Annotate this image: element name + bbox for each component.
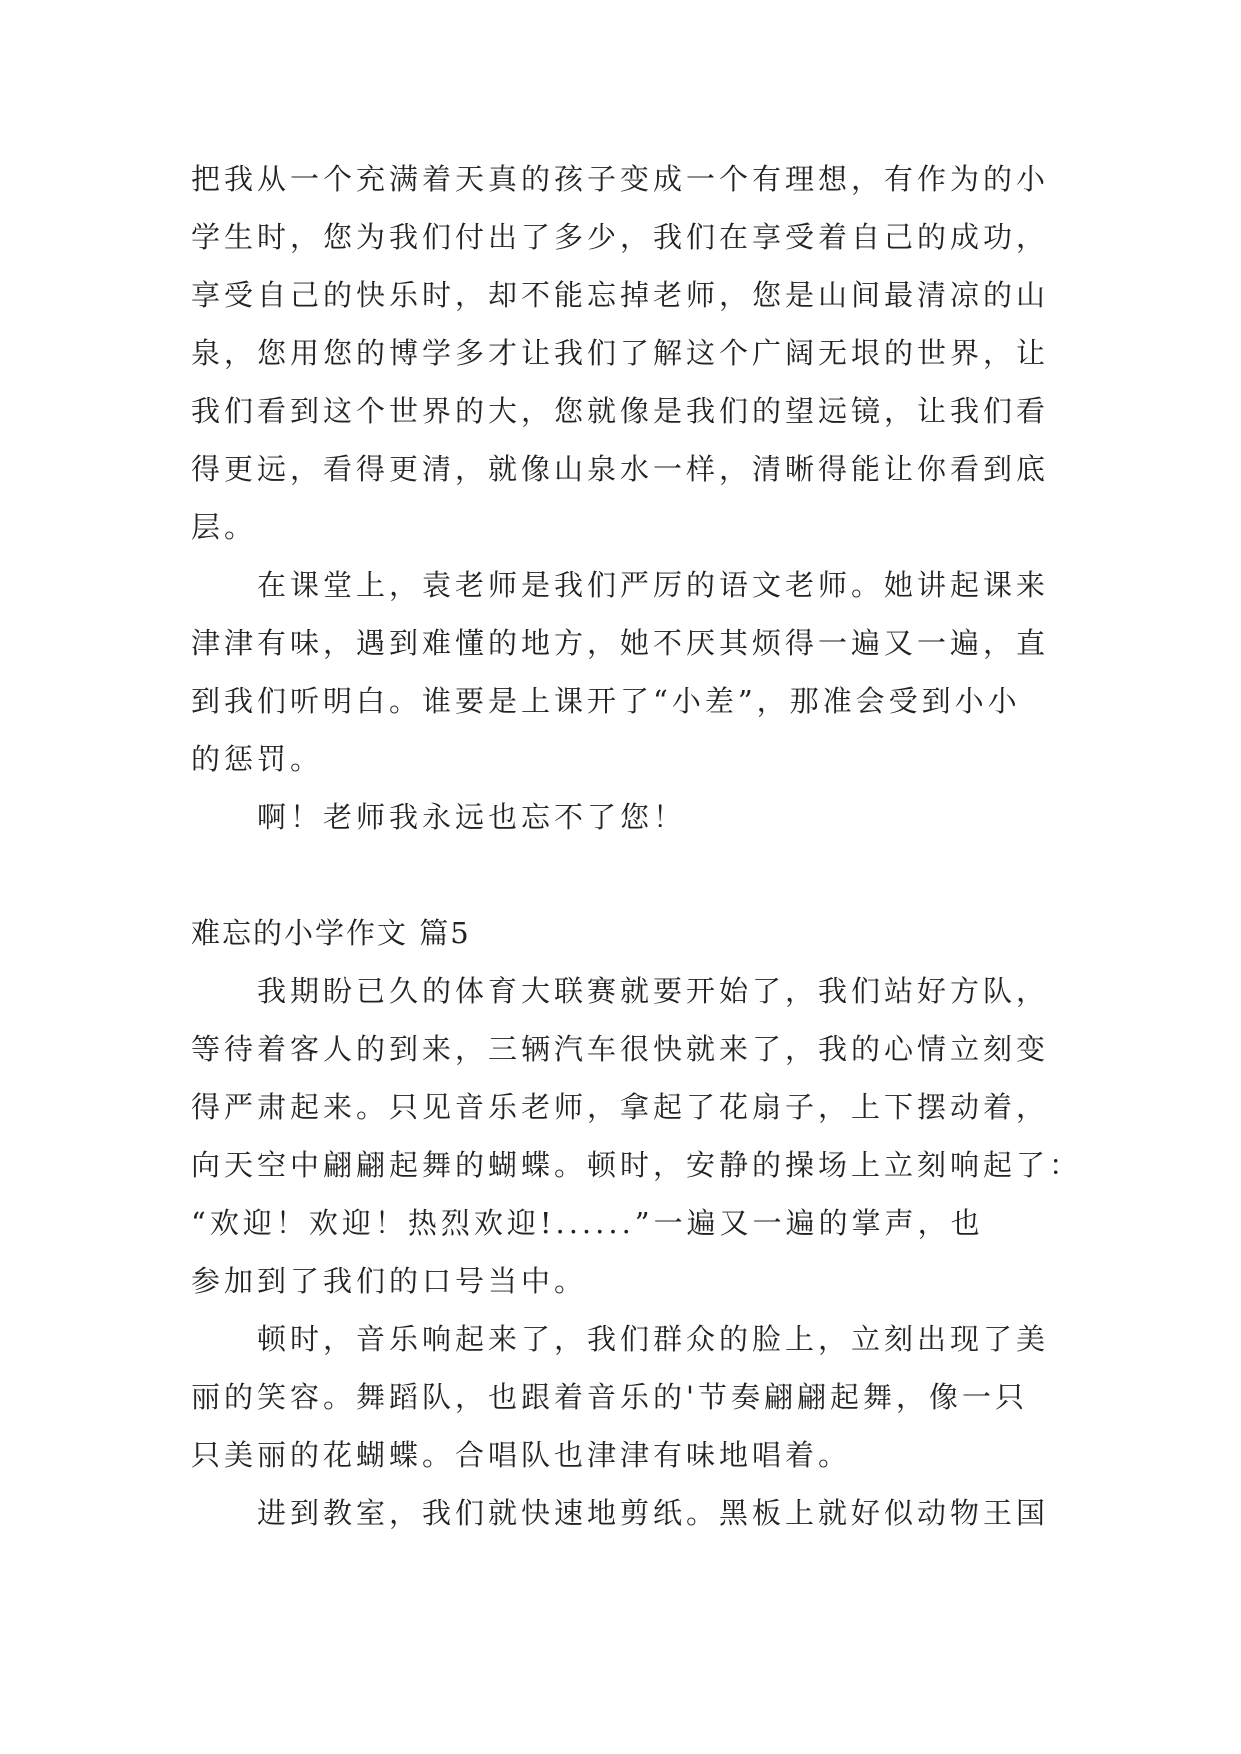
text-line: 把我从一个充满着天真的孩子变成一个有理想，有作为的小 <box>191 162 1050 196</box>
text-line: 到我们听明白。谁要是上课开了“小差”，那准会受到小小 <box>191 684 1021 718</box>
text-line: 泉，您用您的博学多才让我们了解这个广阔无垠的世界，让 <box>191 336 1050 370</box>
paragraph <box>191 962 1083 1310</box>
text-line: 津津有味，遇到难懂的地方，她不厌其烦得一遍又一遍，直 <box>191 626 1050 660</box>
text-line: 层。 <box>191 510 258 544</box>
text-line: 学生时，您为我们付出了多少，我们在享受着自己的成功， <box>191 220 1050 254</box>
section-heading: 难忘的小学作文 篇5 <box>191 916 471 950</box>
text-line: 得更远，看得更清，就像山泉水一样，清晰得能让你看到底 <box>191 452 1050 486</box>
text-line: 啊！老师我永远也忘不了您！ <box>257 800 687 834</box>
paragraph <box>191 788 1061 846</box>
text-line: 享受自己的快乐时，却不能忘掉老师，您是山间最清凉的山 <box>191 278 1050 312</box>
paragraph <box>191 556 1061 788</box>
text-line: 我期盼已久的体育大联赛就要开始了，我们站好方队， <box>257 974 1050 1008</box>
text-line: 参加到了我们的口号当中。 <box>191 1264 588 1298</box>
text-line: 我们看到这个世界的大，您就像是我们的望远镜，让我们看 <box>191 394 1050 428</box>
document-page <box>191 150 1083 1542</box>
text-line: “欢迎！欢迎！热烈欢迎!......”一遍又一遍的掌声，也 <box>191 1206 984 1240</box>
blank-line <box>191 846 1061 904</box>
text-line: 顿时，音乐响起来了，我们群众的脸上，立刻出现了美 <box>257 1322 1050 1356</box>
text-line: 向天空中翩翩起舞的蝴蝶。顿时，安静的操场上立刻响起了： <box>191 1148 1083 1182</box>
text-line: 得严肃起来。只见音乐老师，拿起了花扇子，上下摆动着， <box>191 1090 1050 1124</box>
paragraph <box>191 1310 1061 1484</box>
text-line: 等待着客人的到来，三辆汽车很快就来了，我的心情立刻变 <box>191 1032 1050 1066</box>
text-line: 进到教室，我们就快速地剪纸。黑板上就好似动物王国 <box>257 1496 1050 1530</box>
text-line: 丽的笑容。舞蹈队，也跟着音乐的'节奏翩翩起舞，像一只 <box>191 1380 1028 1414</box>
paragraph <box>191 1484 1061 1542</box>
text-line: 只美丽的花蝴蝶。合唱队也津津有味地唱着。 <box>191 1438 852 1472</box>
text-line: 在课堂上，袁老师是我们严厉的语文老师。她讲起课来 <box>257 568 1050 602</box>
paragraph <box>191 150 1061 556</box>
text-line: 的惩罚。 <box>191 742 324 776</box>
